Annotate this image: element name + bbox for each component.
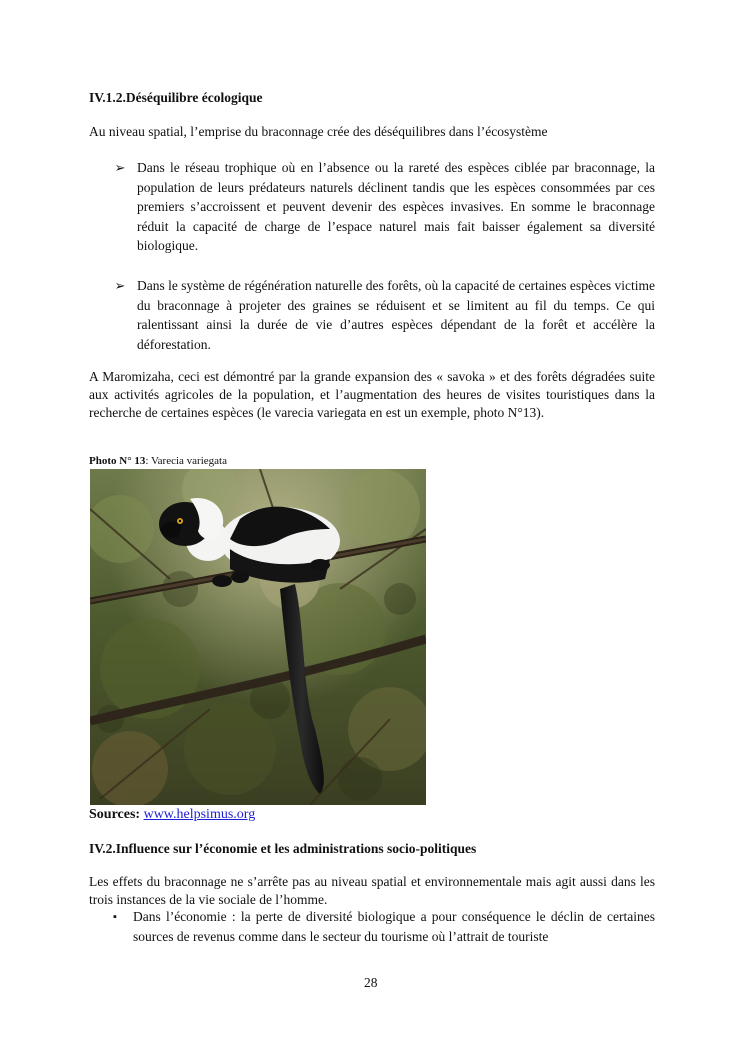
arrow-bullet-icon: ➢ [114,278,126,293]
bullet-forest-regeneration: Dans le système de régénération naturelle des forêts, où la capacité de certaines espèces victime du braconnage à projeter des graines se réduisent et se limitent au fil du temps. Ce qui ralentissant ainsi la durée de vie d’autres espèces dépendant de la forêt et accélère la déforestation. [137,278,655,352]
photo-sources [89,806,255,823]
photo-caption-label: Photo N° 13 [89,455,146,467]
photo-caption-text: : Varecia variegata [145,455,227,467]
page-number: 28 [364,975,378,990]
section-intro-paragraph: Au niveau spatial, l’emprise du braconnage crée des déséquilibres dans l’écosystème [89,124,548,139]
sources-link[interactable]: www.helpsimus.org [143,807,256,822]
section-2-intro-paragraph: Les effets du braconnage ne s’arrête pas au niveau spatial et environnementale mais agit aussi dans les trois instances de la vie sociale de l’homme. [89,874,655,907]
section-heading-economy-influence: IV.2.Influence sur l’économie et les administrations socio-politiques [89,841,477,856]
bullet-trophic-network: Dans le réseau trophique où en l’absence ou la rareté des espèces ciblée par braconnage, la population de leurs prédateurs naturels déclinent tandis que les espèces consommées par ces premiers s’accroissent et peuvent devenir des espèces invasives. En somme le braconnage réduit la capacité de charge de l’espace naturel mais fait baisser également sa diversité biologique. [137,160,655,253]
sources-label: Sources: [89,807,141,822]
square-bullet-icon: ▪ [113,911,117,923]
lemur-photo-illustration [90,469,426,805]
bullet-economy: Dans l’économie : la perte de diversité biologique a pour conséquence le déclin de certaines sources de revenus comme dans le secteur du tourisme où l’attrait de touriste [133,909,655,944]
maromizaha-paragraph: A Maromizaha, ceci est démontré par la grande expansion des « savoka » et des forêts dégradées suite aux activités agricoles de la population, et l’augmentation des heures de visites touristiques dans la recherche de certaines espèces (le varecia variegata en est un exemple, photo N°13). [89,369,655,420]
arrow-bullet-icon: ➢ [114,160,126,175]
lemur-photo [90,469,426,805]
photo-caption [89,455,227,468]
section-heading-ecological-imbalance: IV.1.2.Déséquilibre écologique [89,90,263,105]
